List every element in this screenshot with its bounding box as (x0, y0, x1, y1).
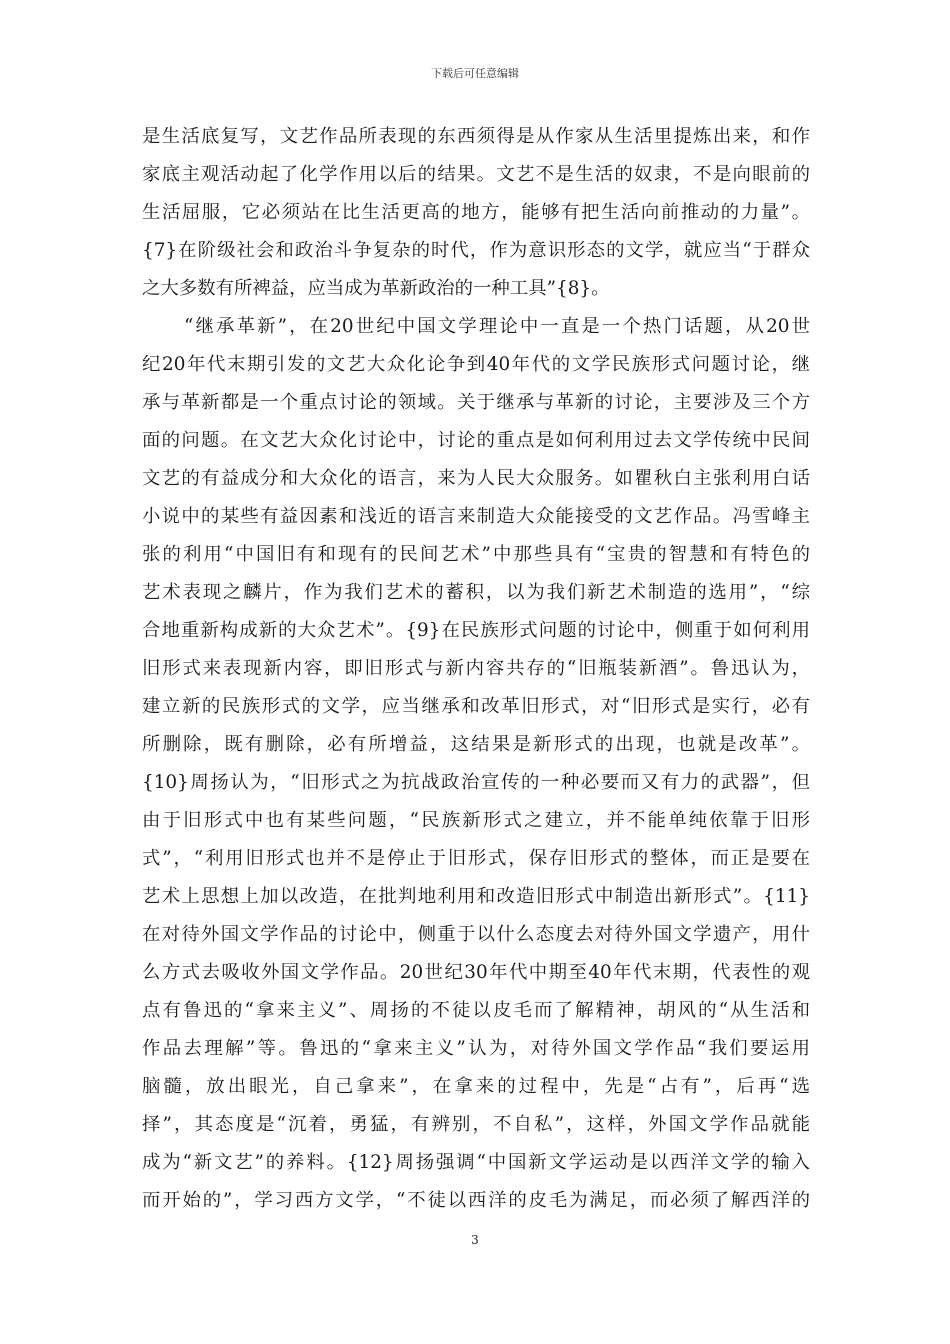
page-header: 下载后可任意编辑 (431, 67, 519, 80)
text-line: 张的利用“中国旧有和现有的民间艺术”中那些具有“宝贵的智慧和有特色的 (142, 544, 810, 565)
text-line: 脑髓，放出眼光，自己拿来”，在拿来的过程中，先是“占有”，后再“选 (142, 1076, 810, 1097)
text-line: 式”，“利用旧形式也并不是停止于旧形式，保存旧形式的整体，而正是要在 (142, 848, 810, 869)
text-line: 而开始的”，学习西方文学，“不徒以西洋的皮毛为满足，而必须了解西洋的 (142, 1190, 810, 1211)
text-line: 文艺的有益成分和大众化的语言，来为人民大众服务。如瞿秋白主张利用白话 (142, 468, 810, 489)
text-line: 生活屈服，它必须站在比生活更高的地方，能够有把生活向前推动的力量”。 (142, 202, 810, 223)
text-line: 么方式去吸收外国文学作品。20世纪30年代中期至40年代末期，代表性的观 (142, 962, 810, 983)
text-line: 面的问题。在文艺大众化讨论中，讨论的重点是如何利用过去文学传统中民间 (142, 430, 810, 451)
text-line: {10}周扬认为，“旧形式之为抗战政治宣传的一种必要而又有力的武器”，但 (142, 772, 810, 793)
text-line: 建立新的民族形式的文学，应当继承和改革旧形式，对“旧形式是实行，必有 (142, 696, 810, 717)
paragraph-1 (142, 118, 810, 308)
document-body (142, 118, 810, 1220)
text-line: 点有鲁迅的“拿来主义”、周扬的不徒以皮毛而了解精神，胡风的“从生活和 (142, 1000, 810, 1021)
text-line: 择”，其态度是“沉着，勇猛，有辨别，不自私”，这样，外国文学作品就能 (142, 1114, 810, 1135)
text-line: 纪20年代末期引发的文艺大众化论争到40年代的文学民族形式问题讨论，继 (142, 354, 810, 375)
paragraph-2 (142, 308, 810, 1220)
text-line: 小说中的某些有益因素和浅近的语言来制造大众能接受的文艺作品。冯雪峰主 (142, 506, 810, 527)
text-line: 合地重新构成新的大众艺术”。{9}在民族形式问题的讨论中，侧重于如何利用 (142, 620, 810, 641)
text-line: 成为“新文艺”的养料。{12}周扬强调“中国新文学运动是以西洋文学的输入 (142, 1152, 810, 1173)
text-line: 由于旧形式中也有某些问题，“民族新形式之建立，并不能单纯依靠于旧形 (142, 810, 810, 831)
page-number: 3 (471, 1233, 479, 1247)
text-line: {7}在阶级社会和政治斗争复杂的时代，作为意识形态的文学，就应当“于群众 (142, 240, 810, 261)
text-line: 是生活底复写，文艺作品所表现的东西须得是从作家从生活里提炼出来，和作 (142, 126, 810, 147)
text-line: “继承革新”，在20世纪中国文学理论中一直是一个热门话题，从20世 (184, 316, 810, 337)
text-line: 所删除，既有删除，必有所增益，这结果是新形式的出现，也就是改革”。 (142, 734, 810, 755)
text-line: 在对待外国文学作品的讨论中，侧重于以什么态度去对待外国文学遗产，用什 (142, 924, 810, 945)
text-line: 艺术表现之麟片，作为我们艺术的蓄积，以为我们新艺术制造的选用”，“综 (142, 582, 810, 603)
text-line: 旧形式来表现新内容，即旧形式与新内容共存的“旧瓶装新酒”。鲁迅认为， (142, 658, 810, 679)
text-line: 家底主观活动起了化学作用以后的结果。文艺不是生活的奴隶，不是向眼前的 (142, 164, 810, 185)
text-line: 作品去理解”等。鲁迅的“拿来主义”认为，对待外国文学作品“我们要运用 (142, 1038, 810, 1059)
text-line: 之大多数有所裨益，应当成为革新政治的一种工具”{8}。 (142, 278, 610, 299)
text-line: 艺术上思想上加以改造，在批判地利用和改造旧形式中制造出新形式”。{11} (142, 886, 810, 907)
text-line: 承与革新都是一个重点讨论的领域。关于继承与革新的讨论，主要涉及三个方 (142, 392, 810, 413)
